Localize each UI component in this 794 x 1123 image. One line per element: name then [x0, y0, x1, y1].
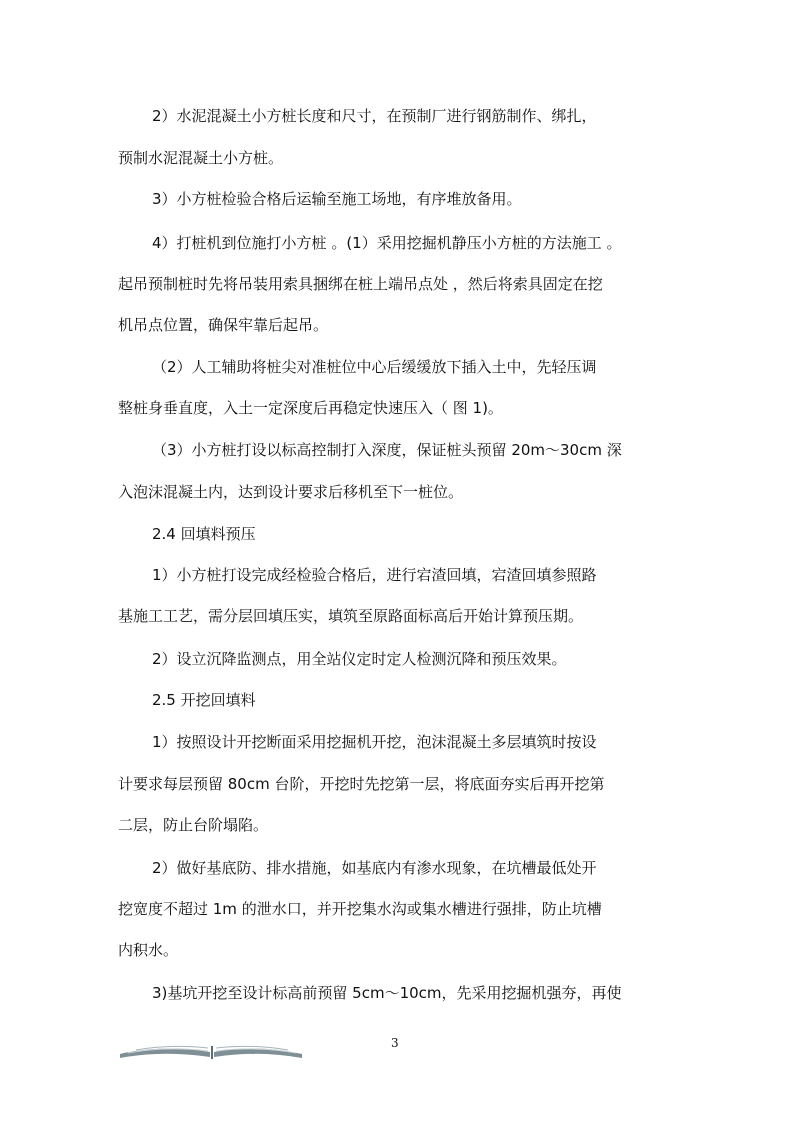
paragraph-line: 机吊点位置，确保牢靠后起吊。 [118, 316, 329, 334]
paragraph-line: 起吊预制桩时先将吊装用索具捆绑在桩上端吊点处 ，然后将索具固定在挖 [118, 275, 603, 293]
paragraph-line: 整桩身垂直度，入土一定深度后再稳定快速压入（ 图 1)。 [118, 399, 503, 417]
paragraph-line: 2）做好基底防、排水措施，如基底内有渗水现象，在坑槽最低处开 [152, 859, 597, 877]
section-heading: 2.4 回填料预压 [152, 525, 256, 543]
paragraph-line: 4）打桩机到位施打小方桩 。(1）采用挖掘机静压小方桩的方法施工 。 [152, 234, 622, 252]
paragraph-line: （3）小方桩打设以标高控制打入深度，保证桩头预留 20m～30cm 深 [152, 441, 622, 459]
open-book-icon [118, 1040, 306, 1060]
section-heading: 2.5 开挖回填料 [152, 691, 256, 709]
paragraph-line: 内积水。 [118, 941, 179, 959]
paragraph-line: 挖宽度不超过 1m 的泄水口，并开挖集水沟或集水槽进行强排，防止坑槽 [118, 900, 602, 918]
paragraph-line: 入泡沫混凝土内，达到设计要求后移机至下一桩位。 [118, 483, 464, 501]
paragraph-line: （2）人工辅助将桩尖对准桩位中心后缓缓放下插入土中，先轻压调 [152, 358, 597, 376]
paragraph-line: 2）水泥混凝土小方桩长度和尺寸，在预制厂进行钢筋制作、绑扎， [152, 107, 597, 125]
paragraph-line: 2）设立沉降监测点，用全站仪定时定人检测沉降和预压效果。 [152, 650, 567, 668]
page-number: 3 [391, 1036, 399, 1050]
paragraph-line: 预制水泥混凝土小方桩。 [118, 149, 284, 167]
paragraph-line: 3)基坑开挖至设计标高前预留 5cm～10cm，先采用挖掘机强夯，再使 [152, 984, 622, 1002]
paragraph-line: 二层，防止台阶塌陷。 [118, 816, 269, 834]
paragraph-line: 1）小方桩打设完成经检验合格后，进行宕渣回填，宕渣回填参照路 [152, 566, 597, 584]
paragraph-line: 基施工工艺，需分层回填压实，填筑至原路面标高后开始计算预压期。 [118, 607, 584, 625]
paragraph-line: 3）小方桩检验合格后运输至施工场地，有序堆放备用。 [152, 190, 522, 208]
paragraph-line: 1）按照设计开挖断面采用挖掘机开挖，泡沫混凝土多层填筑时按设 [152, 733, 597, 751]
paragraph-line: 计要求每层预留 80cm 台阶，开挖时先挖第一层，将底面夯实后再开挖第 [118, 775, 605, 793]
